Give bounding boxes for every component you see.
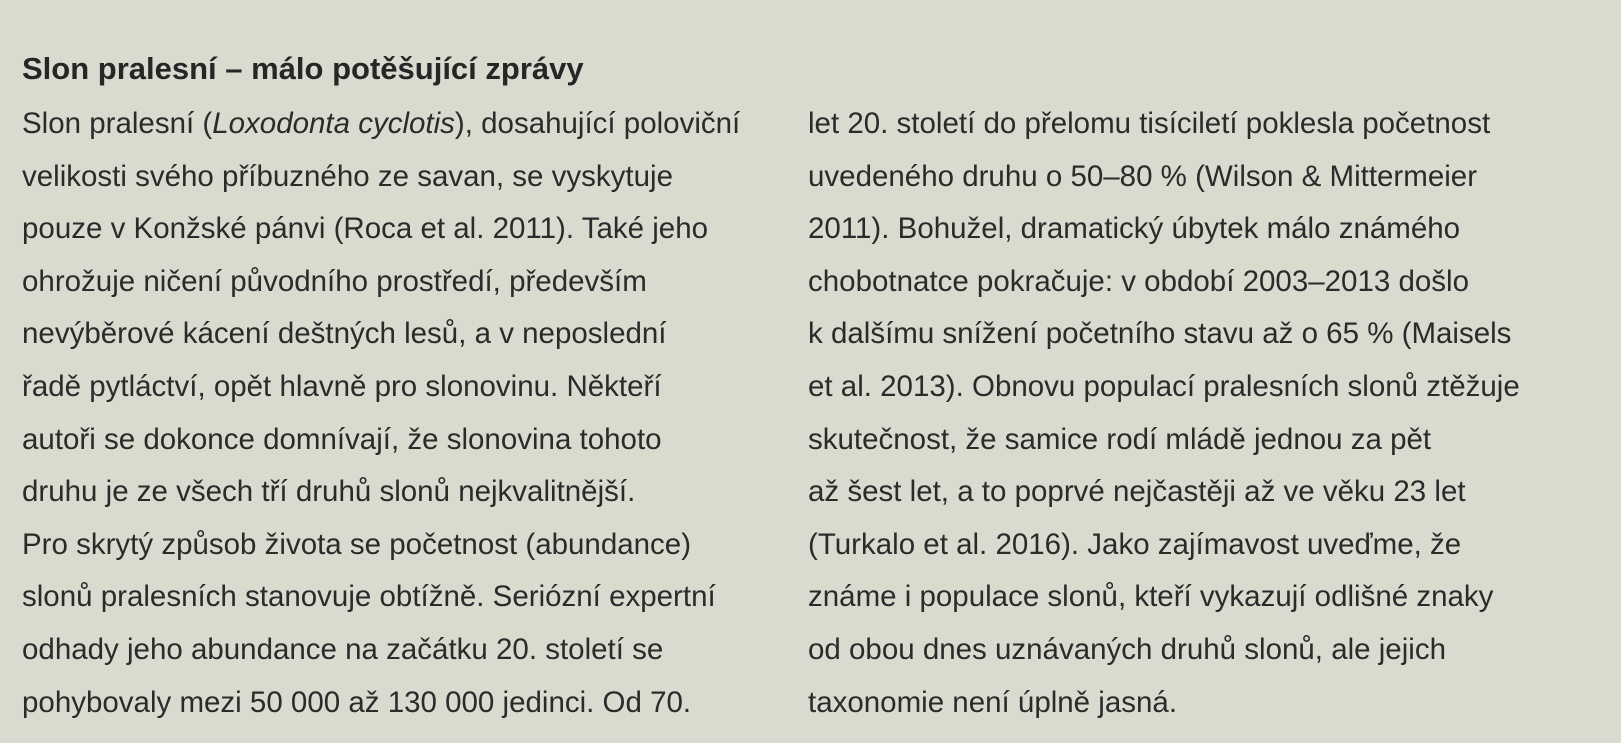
text-line: chobotnatce pokračuje: v období 2003–2013 došlo [808, 264, 1469, 298]
right-column [808, 98, 1520, 729]
text-line: řadě pytláctví, opět hlavně pro slonovinu. Někteří [22, 369, 662, 403]
text-line: k dalšímu snížení početního stavu až o 65 % (Maisels [808, 317, 1512, 351]
text-line: 2011). Bohužel, dramatický úbytek málo známého [808, 212, 1461, 246]
text-line: autoři se dokonce domnívají, že slonovina tohoto [22, 422, 662, 456]
article-heading: Slon pralesní – málo potěšující zprávy [22, 51, 584, 86]
text-line: známe i populace slonů, kteří vykazují odlišné znaky [808, 580, 1494, 614]
text-segment: Slon pralesní ( [22, 107, 213, 140]
text-line: ohrožuje ničení původního prostředí, především [22, 264, 647, 298]
text-segment: ), dosahující poloviční [454, 107, 741, 140]
text-line: taxonomie není úplně jasná. [808, 685, 1178, 719]
text-line: odhady jeho abundance na začátku 20. století se [22, 632, 664, 666]
text-line: skutečnost, že samice rodí mládě jednou za pět [808, 422, 1432, 456]
text-line: Pro skrytý způsob života se početnost (abundance) [22, 527, 692, 561]
text-line: let 20. století do přelomu tisíciletí poklesla početnost [808, 107, 1491, 140]
text-line: slonů pralesních stanovuje obtížně. Seriózní expertní [22, 580, 716, 614]
species-name-italic: Loxodonta cyclotis [212, 107, 455, 140]
text-line: pohybovaly mezi 50 000 až 130 000 jedinci. Od 70. [22, 685, 692, 719]
text-line: od obou dnes uznávaných druhů slonů, ale jejich [808, 632, 1446, 666]
text-line: (Turkalo et al. 2016). Jako zajímavost uveďme, že [808, 527, 1462, 561]
text-line: pouze v Konžské pánvi (Roca et al. 2011). Také jeho [22, 212, 709, 246]
text-line: nevýběrové kácení deštných lesů, a v neposlední [22, 317, 667, 351]
text-line: velikosti svého příbuzného ze savan, se vyskytuje [22, 159, 673, 193]
text-line: druhu je ze všech tří druhů slonů nejkvalitnější. [22, 475, 636, 509]
text-line [22, 98, 740, 151]
text-line: et al. 2013). Obnovu populací pralesních slonů ztěžuje [808, 369, 1520, 403]
text-line: uvedeného druhu o 50–80 % (Wilson & Mittermeier [808, 159, 1478, 193]
left-column [22, 98, 740, 729]
text-line: až šest let, a to poprvé nejčastěji až ve věku 23 let [808, 475, 1466, 509]
